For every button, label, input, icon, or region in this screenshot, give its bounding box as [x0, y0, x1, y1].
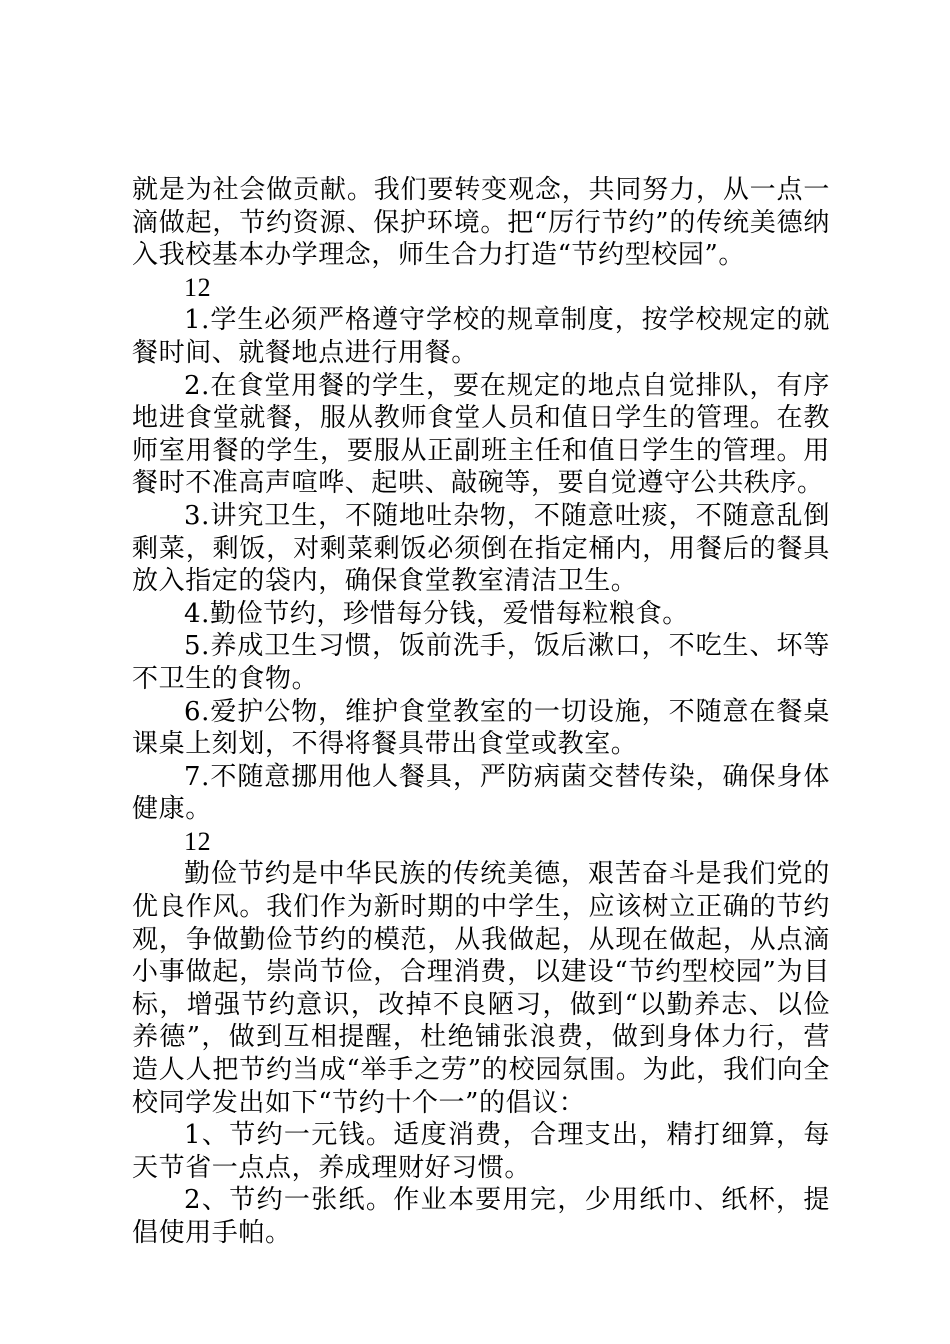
rule-item: 2.在食堂用餐的学生，要在规定的地点自觉排队，有序地进食堂就餐，服从教师食堂人员和值日学生的管理。在教师室用餐的学生，要服从正副班主任和值日学生的管理。用餐时不准高声喧哗、起哄、敲碗等，要自觉遵守公共秩序。 [132, 370, 830, 499]
proposal-paragraph: 勤俭节约是中华民族的传统美德，艰苦奋斗是我们党的优良作风。我们作为新时期的中学生，应该树立正确的节约观，争做勤俭节约的模范，从我做起，从现在做起，从点滴小事做起，崇尚节俭，合理消费，以建设“节约型校园”为目标，增强节约意识，改掉不良陋习，做到“以勤养志、以俭养德”，做到互相提醒，杜绝铺张浪费，做到身体力行，营造人人把节约当成“举手之劳”的校园氛围。为此，我们向全校同学发出如下“节约十个一”的倡议： [132, 859, 830, 1118]
document-body [132, 174, 830, 1250]
proposal-item: 2、节约一张纸。作业本要用完，少用纸巾、纸杯，提倡使用手帕。 [132, 1185, 830, 1248]
intro-paragraph: 就是为社会做贡献。我们要转变观念，共同努力，从一点一滴做起，节约资源、保护环境。把“厉行节约”的传统美德纳入我校基本办学理念，师生合力打造“节约型校园”。 [132, 175, 830, 271]
rule-item: 4.勤俭节约，珍惜每分钱，爱惜每粒粮食。 [184, 598, 689, 629]
rule-item: 7.不随意挪用他人餐具，严防病菌交替传染，确保身体健康。 [132, 761, 830, 825]
rule-item: 1.学生必须严格遵守学校的规章制度，按学校规定的就餐时间、就餐地点进行用餐。 [132, 305, 830, 368]
section-number: 12 [184, 272, 212, 302]
proposal-item: 1、节约一元钱。适度消费，合理支出，精打细算，每天节省一点点，养成理财好习惯。 [132, 1120, 830, 1183]
rule-item: 6.爱护公物，维护食堂教室的一切设施，不随意在餐桌课桌上刻划，不得将餐具带出食堂或教室。 [132, 696, 830, 760]
rule-item: 5.养成卫生习惯，饭前洗手，饭后漱口，不吃生、坏等不卫生的食物。 [132, 631, 830, 694]
rule-item: 3.讲究卫生，不随地吐杂物，不随意吐痰，不随意乱倒剩菜，剩饭，对剩菜剩饭必须倒在指定桶内，用餐后的餐具放入指定的袋内，确保食堂教室清洁卫生。 [132, 500, 830, 597]
section-number: 12 [184, 826, 212, 856]
